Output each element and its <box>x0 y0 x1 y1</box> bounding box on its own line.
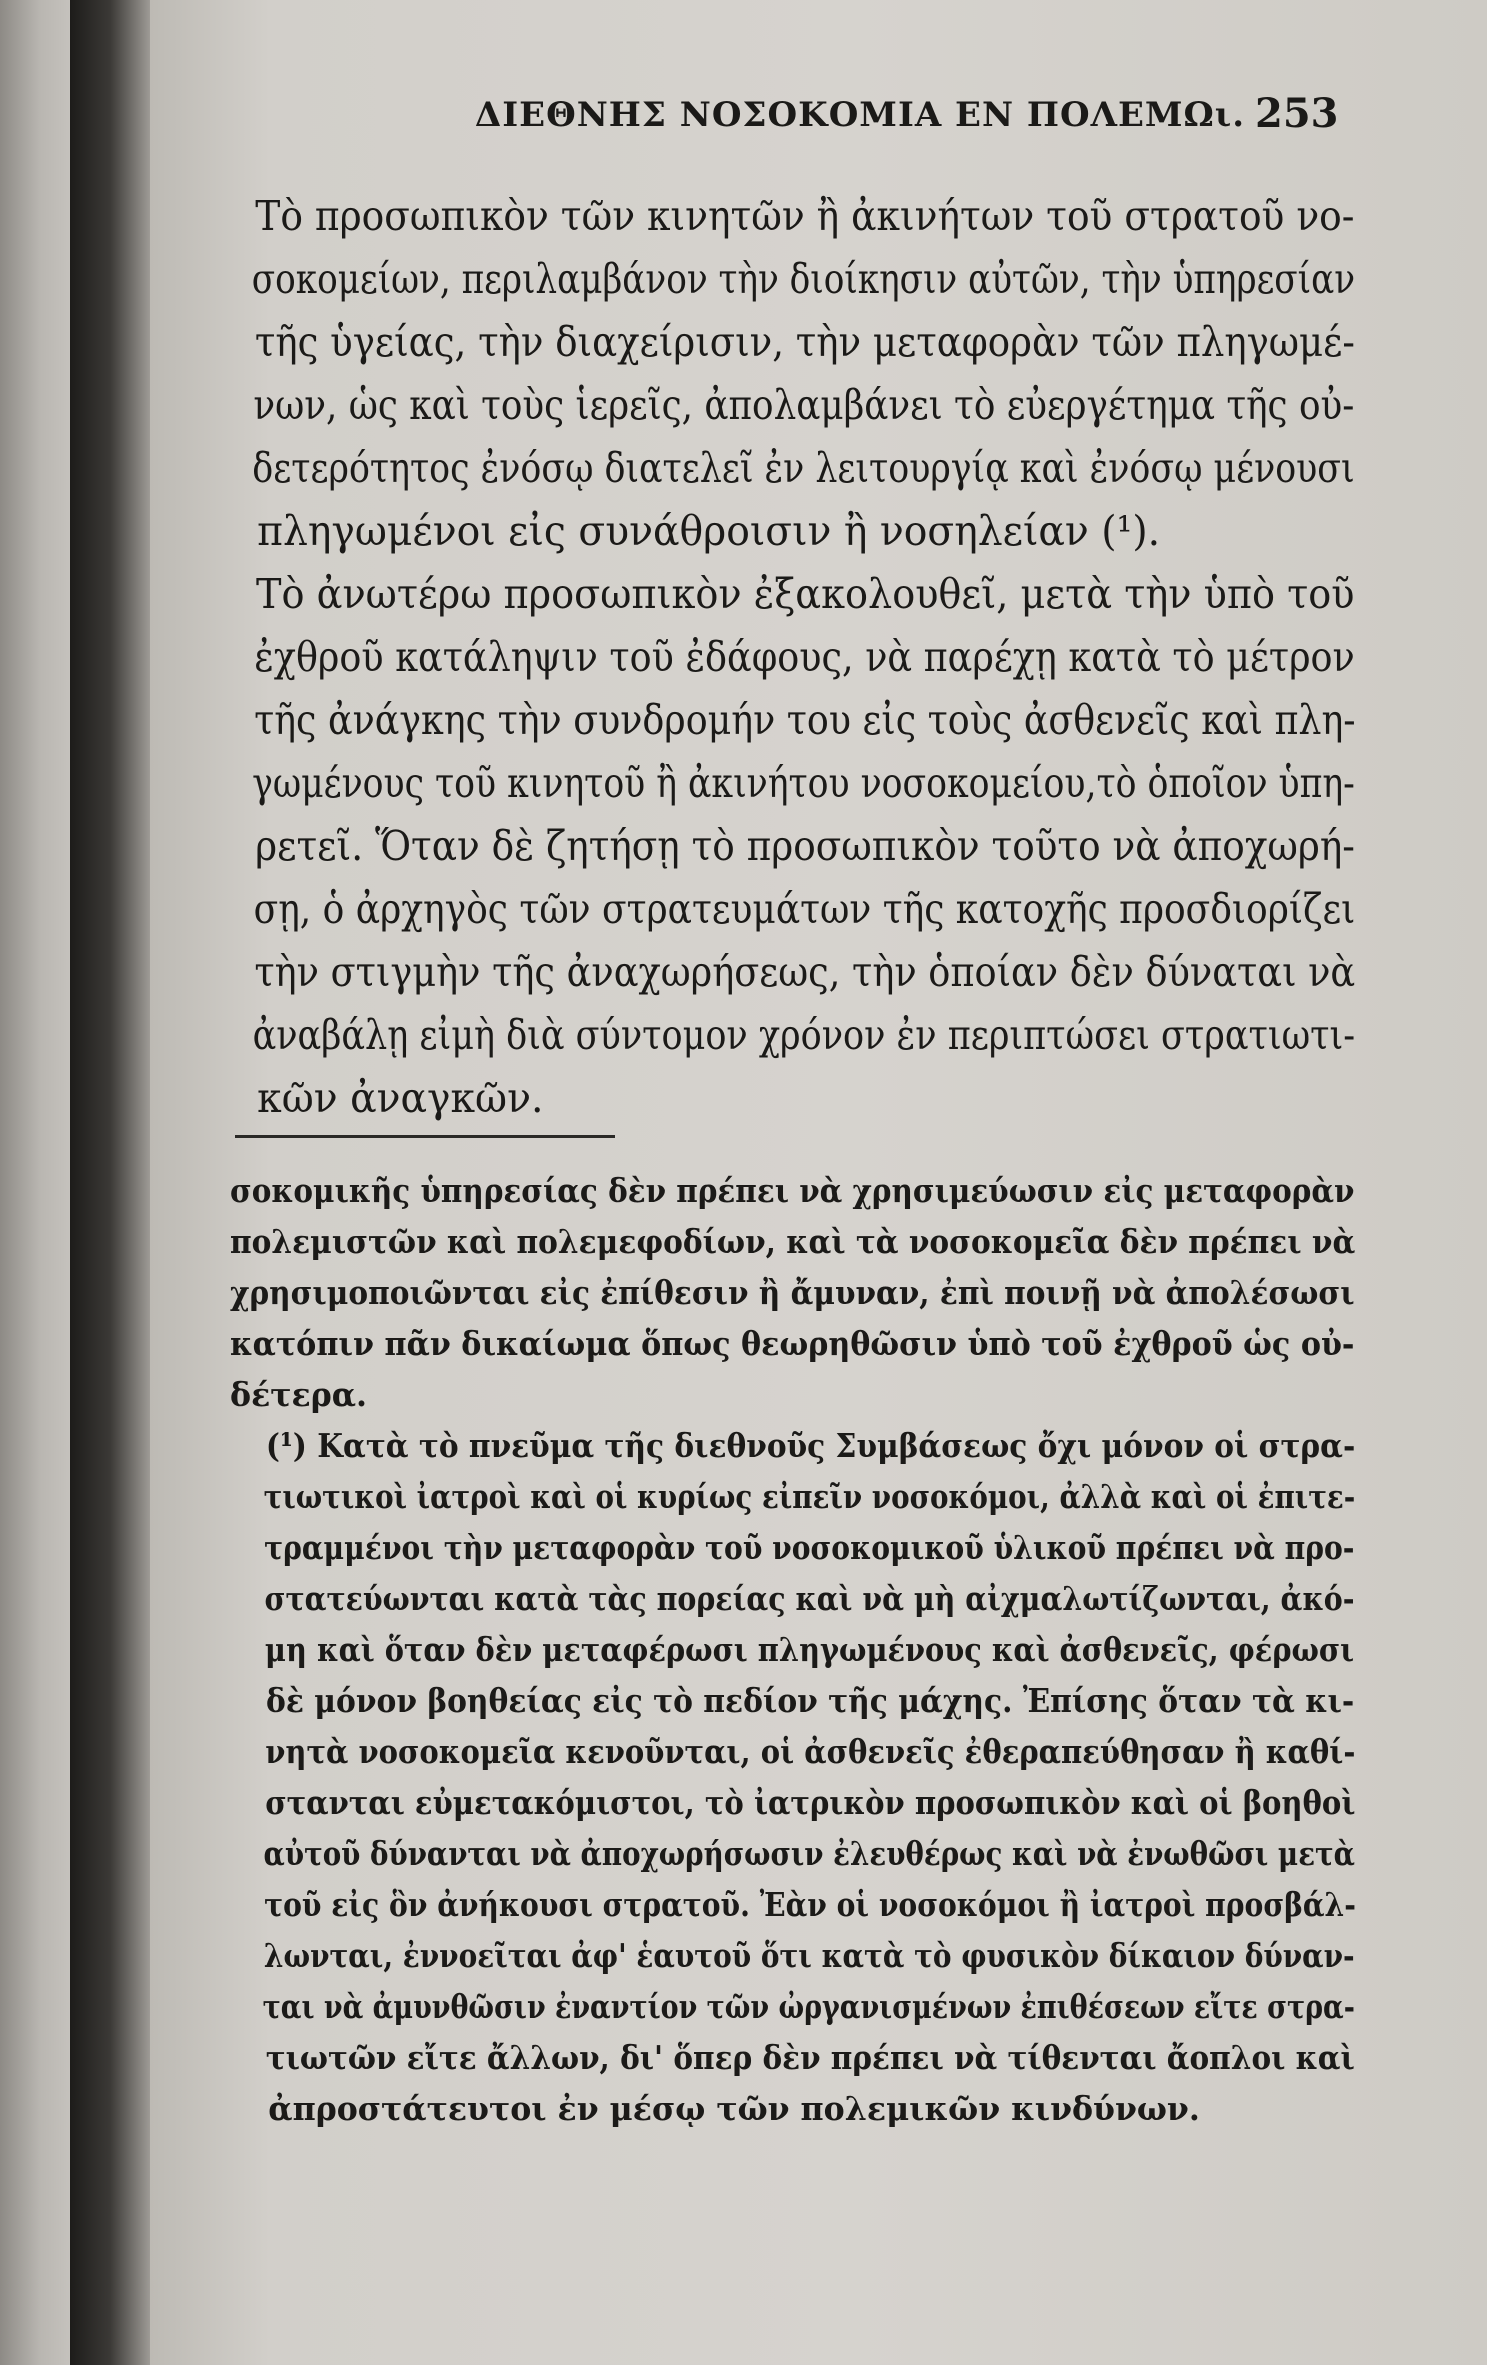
running-head: ΔΙΕΘΝΗΣ ΝΟΣΟΚΟΜΙΑ ΕΝ ΠΟΛΕΜΩι. <box>474 95 1246 135</box>
footnote-line: δὲ μόνον βοηθείας εἰς τὸ πεδίον τῆς μάχης. Ἐπίσης ὅταν τὰ κι- <box>266 1681 1355 1720</box>
footnote-line: ἀπροστάτευτοι ἐν μέσῳ τῶν πολεμικῶν κινδύνων. <box>268 2089 1200 2128</box>
footnote-line: τραμμένοι τὴν μεταφορὰν τοῦ νοσοκομικοῦ ὑλικοῦ πρέπει νὰ προ- <box>264 1528 1355 1567</box>
footnote-line: κατόπιν πᾶν δικαίωμα ὅπως θεωρηθῶσιν ὑπὸ τοῦ ἐχθροῦ ὡς οὐ- <box>230 1324 1355 1363</box>
footnote-1 <box>230 1420 1405 2134</box>
book-spine-shadow <box>70 0 150 2365</box>
footnote-divider <box>235 1135 615 1138</box>
text-line: σοκομείων, περιλαμβάνον τὴν διοίκησιν αὐτῶν, τὴν ὑπηρεσίαν <box>251 255 1356 303</box>
text-line: πληγωμένοι εἰς συνάθροισιν ἢ νοσηλείαν (¹). <box>257 507 1161 555</box>
footnote-line: ται νὰ ἀμυνθῶσιν ἐναντίον τῶν ὠργανισμένων ἐπιθέσεων εἴτε στρα- <box>262 1987 1355 2026</box>
text-line: τῆς ἀνάγκης τὴν συνδρομήν του εἰς τοὺς ἀσθενεῖς καὶ πλη- <box>254 696 1356 744</box>
text-line: Τὸ προσωπικὸν τῶν κινητῶν ἢ ἀκινήτων τοῦ στρατοῦ νο- <box>255 192 1355 240</box>
footnote-line: τιωτικοὶ ἰατροὶ καὶ οἱ κυρίως εἰπεῖν νοσοκόμοι, ἀλλὰ καὶ οἱ ἐπιτε- <box>263 1477 1356 1516</box>
footnote-line: αὐτοῦ δύνανται νὰ ἀποχωρήσωσιν ἐλευθέρως καὶ νὰ ἐνωθῶσι μετὰ <box>263 1834 1355 1873</box>
text-line: κῶν ἀναγκῶν. <box>257 1074 544 1122</box>
text-line: ἀναβάλῃ εἰμὴ διὰ σύντομον χρόνον ἐν περιπτώσει στρατιωτι- <box>252 1011 1356 1059</box>
footnote-line: στατεύωνται κατὰ τὰς πορείας καὶ νὰ μὴ αἰχμαλωτίζωνται, ἀκό- <box>264 1579 1355 1618</box>
footnotes <box>230 1165 1405 2134</box>
footnote-line: σοκομικῆς ὑπηρεσίας δὲν πρέπει νὰ χρησιμεύωσιν εἰς μεταφορὰν <box>230 1171 1355 1210</box>
footnote-line: (¹) Κατὰ τὸ πνεῦμα τῆς διεθνοῦς Συμβάσεως ὄχι μόνον οἱ στρα- <box>265 1426 1356 1465</box>
text-line: σῃ, ὁ ἀρχηγὸς τῶν στρατευμάτων τῆς κατοχῆς προσδιορίζει <box>253 885 1356 933</box>
main-text <box>215 185 1405 1130</box>
text-line: ἐχθροῦ κατάληψιν τοῦ ἐδάφους, νὰ παρέχῃ κατὰ τὸ μέτρον <box>254 633 1355 681</box>
footnote-continuation <box>230 1165 1405 1420</box>
footnote-line: χρησιμοποιῶνται εἰς ἐπίθεσιν ἢ ἄμυναν, ἐπὶ ποινῇ νὰ ἀπολέσωσι <box>230 1273 1355 1312</box>
text-line: ρετεῖ. Ὅταν δὲ ζητήσῃ τὸ προσωπικὸν τοῦτο νὰ ἀποχωρή- <box>255 822 1355 870</box>
footnote-line: τοῦ εἰς ὃν ἀνήκουσι στρατοῦ. Ἐὰν οἱ νοσοκόμοι ἢ ἰατροὶ προσβάλ- <box>264 1885 1356 1924</box>
text-line: τῆς ὑγείας, τὴν διαχείρισιν, τὴν μεταφορὰν τῶν πληγωμέ- <box>254 318 1355 366</box>
footnote-line: μη καὶ ὅταν δὲν μεταφέρωσι πληγωμένους καὶ ἀσθενεῖς, φέρωσι <box>264 1630 1355 1669</box>
footnote-line: τιωτῶν εἴτε ἄλλων, δι' ὅπερ δὲν πρέπει νὰ τίθενται ἄοπλοι καὶ <box>265 2038 1355 2077</box>
text-line: νων, ὡς καὶ τοὺς ἱερεῖς, ἀπολαμβάνει τὸ εὐεργέτημα τῆς οὐ- <box>253 381 1355 429</box>
footnote-line: πολεμιστῶν καὶ πολεμεφοδίων, καὶ τὰ νοσοκομεῖα δὲν πρέπει νὰ <box>230 1222 1356 1261</box>
footnote-line: δέτερα. <box>230 1375 368 1414</box>
footnote-line: νητὰ νοσοκομεῖα κενοῦνται, οἱ ἀσθενεῖς ἐθεραπεύθησαν ἢ καθί- <box>265 1732 1356 1771</box>
text-line: δετερότητος ἐνόσῳ διατελεῖ ἐν λειτουργίᾳ καὶ ἐνόσῳ μένουσι <box>252 444 1355 492</box>
text-line: Τὸ ἀνωτέρω προσωπικὸν ἐξακολουθεῖ, μετὰ τὴν ὑπὸ τοῦ <box>256 570 1355 618</box>
paragraph-2 <box>215 563 1405 1130</box>
paragraph-1 <box>215 185 1405 563</box>
text-line: γωμένους τοῦ κινητοῦ ἢ ἀκινήτου νοσοκομείου,τὸ ὁποῖον ὑπη- <box>252 759 1355 807</box>
footnote-line: στανται εὐμετακόμιστοι, τὸ ἰατρικὸν προσωπικὸν καὶ οἱ βοηθοὶ <box>265 1783 1356 1822</box>
text-line: τὴν στιγμὴν τῆς ἀναχωρήσεως, τὴν ὁποίαν δὲν δύναται νὰ <box>254 948 1356 996</box>
book-page <box>150 0 1487 2365</box>
footnote-line: λωνται, ἐννοεῖται ἀφ' ἑαυτοῦ ὅτι κατὰ τὸ φυσικὸν δίκαιον δύναν- <box>263 1936 1355 1975</box>
page-number: 253 <box>1255 90 1339 137</box>
